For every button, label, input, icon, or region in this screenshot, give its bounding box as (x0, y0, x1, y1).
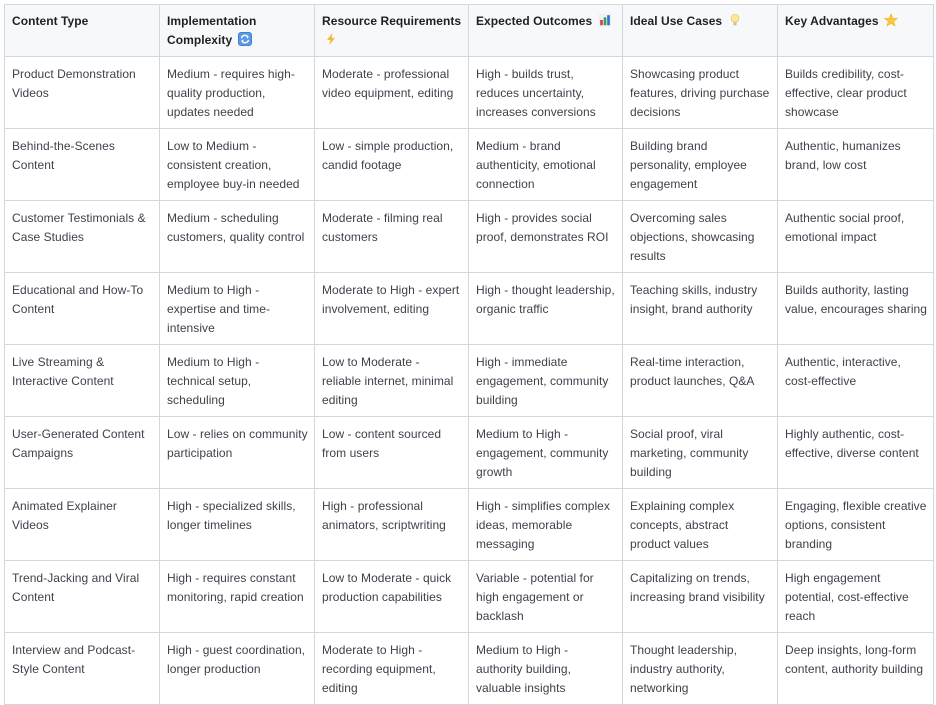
header-expected-outcomes (469, 5, 623, 57)
cell-content-type: Customer Testimonials & Case Studies (5, 201, 160, 273)
cell-expected-outcomes: High - builds trust, reduces uncertainty, increases conversions (469, 57, 623, 129)
cell-resource-requirements: Low - content sourced from users (315, 417, 469, 489)
cell-implementation-complexity: Medium to High - expertise and time-intensive (160, 273, 315, 345)
cell-resource-requirements: Low to Moderate - reliable internet, minimal editing (315, 345, 469, 417)
cell-key-advantages: Highly authentic, cost-effective, diverse content (778, 417, 934, 489)
table-row (5, 57, 934, 129)
cell-key-advantages: Authentic, interactive, cost-effective (778, 345, 934, 417)
table-row (5, 345, 934, 417)
table-row (5, 417, 934, 489)
header-label: Implementation Complexity (167, 14, 257, 47)
cell-implementation-complexity: Low to Medium - consistent creation, employee buy-in needed (160, 129, 315, 201)
cell-implementation-complexity: Medium to High - technical setup, scheduling (160, 345, 315, 417)
cell-key-advantages: Builds authority, lasting value, encourages sharing (778, 273, 934, 345)
cell-resource-requirements: Moderate to High - recording equipment, editing (315, 633, 469, 705)
cell-expected-outcomes: High - provides social proof, demonstrates ROI (469, 201, 623, 273)
header-content-type (5, 5, 160, 57)
cell-ideal-use-cases: Building brand personality, employee engagement (623, 129, 778, 201)
cell-key-advantages: Builds credibility, cost-effective, clear product showcase (778, 57, 934, 129)
table-row (5, 561, 934, 633)
table-row (5, 633, 934, 705)
cell-ideal-use-cases: Capitalizing on trends, increasing brand visibility (623, 561, 778, 633)
cell-content-type: Product Demonstration Videos (5, 57, 160, 129)
cell-expected-outcomes: Medium - brand authenticity, emotional connection (469, 129, 623, 201)
cell-implementation-complexity: High - requires constant monitoring, rapid creation (160, 561, 315, 633)
cell-implementation-complexity: Low - relies on community participation (160, 417, 315, 489)
cell-content-type: Trend-Jacking and Viral Content (5, 561, 160, 633)
header-label: Expected Outcomes (476, 14, 593, 28)
content-strategy-table (4, 4, 934, 705)
cell-ideal-use-cases: Overcoming sales objections, showcasing results (623, 201, 778, 273)
star-icon (884, 13, 898, 27)
cell-ideal-use-cases: Explaining complex concepts, abstract product values (623, 489, 778, 561)
cell-expected-outcomes: Variable - potential for high engagement or backlash (469, 561, 623, 633)
cell-expected-outcomes: Medium to High - authority building, valuable insights (469, 633, 623, 705)
cell-key-advantages: Authentic, humanizes brand, low cost (778, 129, 934, 201)
cell-resource-requirements: Moderate to High - expert involvement, editing (315, 273, 469, 345)
header-implementation-complexity (160, 5, 315, 57)
cycle-arrows-icon (238, 32, 252, 46)
table-row (5, 201, 934, 273)
header-label: Key Advantages (785, 14, 879, 28)
cell-implementation-complexity: Medium - requires high-quality production, updates needed (160, 57, 315, 129)
cell-expected-outcomes: High - simplifies complex ideas, memorable messaging (469, 489, 623, 561)
header-label: Resource Requirements (322, 14, 462, 28)
cell-key-advantages: High engagement potential, cost-effective reach (778, 561, 934, 633)
cell-key-advantages: Engaging, flexible creative options, consistent branding (778, 489, 934, 561)
cell-ideal-use-cases: Thought leadership, industry authority, networking (623, 633, 778, 705)
cell-implementation-complexity: High - guest coordination, longer production (160, 633, 315, 705)
cell-resource-requirements: Moderate - filming real customers (315, 201, 469, 273)
cell-expected-outcomes: High - thought leadership, organic traffic (469, 273, 623, 345)
header-key-advantages (778, 5, 934, 57)
bar-chart-icon (598, 13, 612, 27)
cell-content-type: Live Streaming & Interactive Content (5, 345, 160, 417)
lightning-icon (324, 32, 338, 46)
cell-content-type: User-Generated Content Campaigns (5, 417, 160, 489)
cell-content-type: Interview and Podcast-Style Content (5, 633, 160, 705)
lightbulb-icon (728, 13, 742, 27)
cell-key-advantages: Authentic social proof, emotional impact (778, 201, 934, 273)
cell-expected-outcomes: Medium to High - engagement, community growth (469, 417, 623, 489)
cell-resource-requirements: High - professional animators, scriptwriting (315, 489, 469, 561)
table-row (5, 129, 934, 201)
cell-expected-outcomes: High - immediate engagement, community building (469, 345, 623, 417)
cell-ideal-use-cases: Showcasing product features, driving purchase decisions (623, 57, 778, 129)
cell-resource-requirements: Moderate - professional video equipment, editing (315, 57, 469, 129)
cell-ideal-use-cases: Real-time interaction, product launches, Q&A (623, 345, 778, 417)
cell-key-advantages: Deep insights, long-form content, authority building (778, 633, 934, 705)
table-row (5, 489, 934, 561)
cell-implementation-complexity: Medium - scheduling customers, quality control (160, 201, 315, 273)
header-label: Ideal Use Cases (630, 14, 723, 28)
cell-content-type: Behind-the-Scenes Content (5, 129, 160, 201)
table-header-row (5, 5, 934, 57)
header-ideal-use-cases (623, 5, 778, 57)
header-label: Content Type (12, 14, 89, 28)
cell-content-type: Animated Explainer Videos (5, 489, 160, 561)
cell-ideal-use-cases: Social proof, viral marketing, community building (623, 417, 778, 489)
cell-content-type: Educational and How-To Content (5, 273, 160, 345)
cell-resource-requirements: Low to Moderate - quick production capabilities (315, 561, 469, 633)
cell-implementation-complexity: High - specialized skills, longer timelines (160, 489, 315, 561)
table-row (5, 273, 934, 345)
header-resource-requirements (315, 5, 469, 57)
cell-ideal-use-cases: Teaching skills, industry insight, brand authority (623, 273, 778, 345)
cell-resource-requirements: Low - simple production, candid footage (315, 129, 469, 201)
content-strategy-table-container (4, 4, 934, 705)
